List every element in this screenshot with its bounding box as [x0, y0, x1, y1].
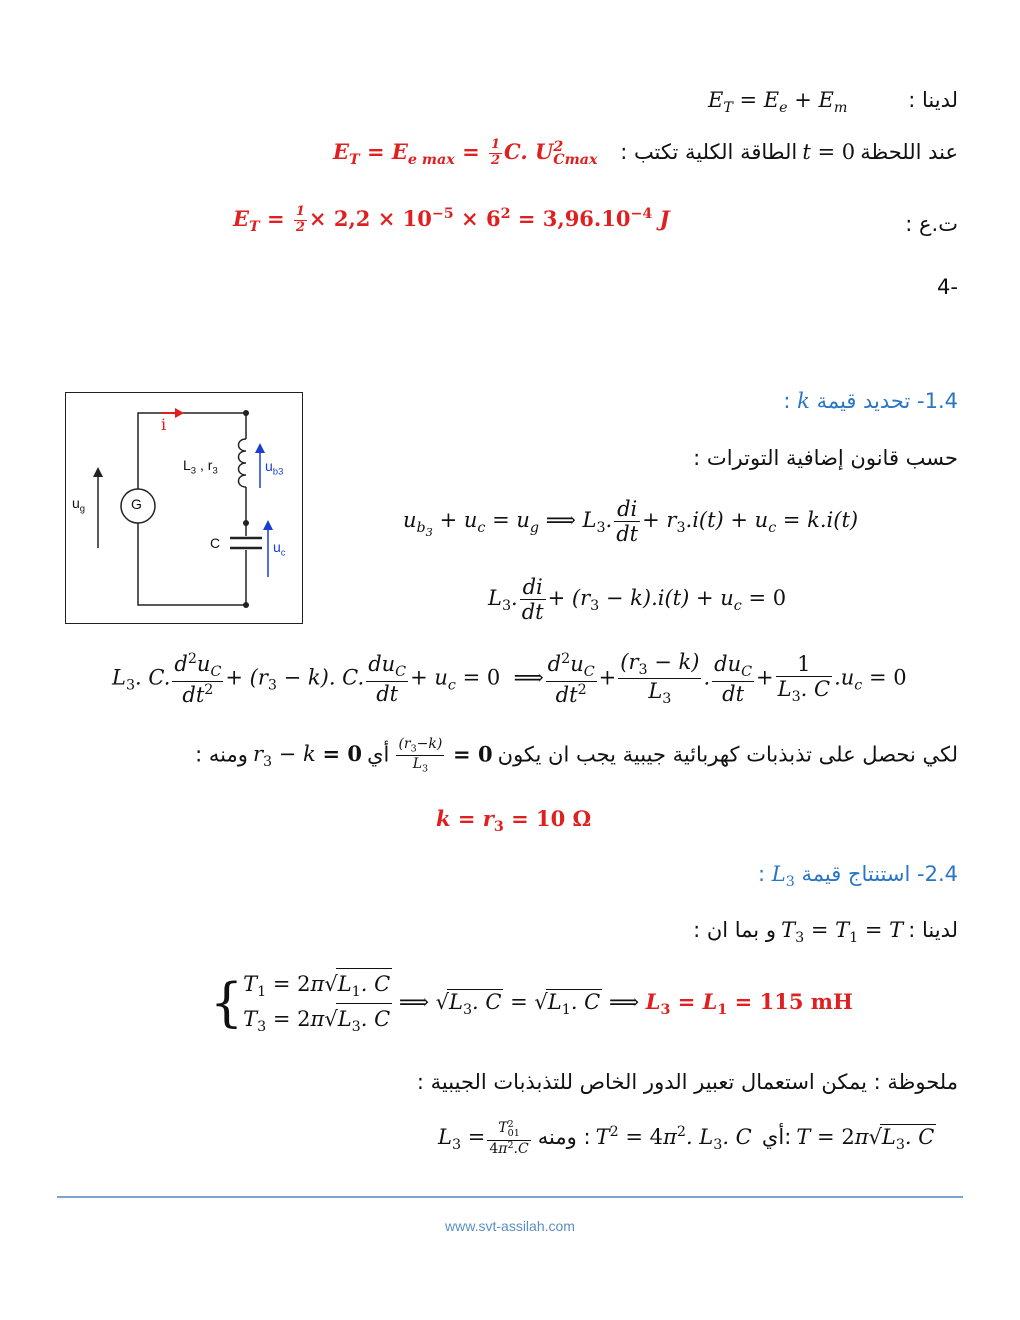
voltage-law-text: حسب قانون إضافية التوترات : — [693, 446, 958, 470]
condition-line: لكي نحصل على تذبذبات كهربائية جيبية يجب ان يكون $\frac{(r_3-k)}{L_3}$ = 0 أي $r_3 - k = 0$ ومنه : — [195, 736, 958, 775]
k-result: $k = r_3 = 10$ Ω — [436, 806, 592, 835]
voltage-value: 6 — [485, 205, 501, 231]
energy-result: 3,96.10 — [542, 205, 631, 231]
given-label-1: لدينا : — [908, 88, 958, 112]
footer-url[interactable]: www.svt-assilah.com — [445, 1218, 575, 1234]
equation-3: $L_3$. C. $\frac{d^2u_C}{dt^2}$ + $(r_3 - k)$. C. $\frac{du_C}{dt}$ + $u_c = 0$ ⟹ $\frac{d^2u_C}{dt^2}$ + $\frac{(r_3 - k)}{L_3}$ . $\frac{du_C}{dt}$ + $\frac{1}{L_3. C}$ $.u_c = 0$ — [112, 650, 907, 708]
capacitance-value: 2,2 — [333, 205, 371, 231]
energy-unit: J — [659, 205, 670, 231]
total-energy-label: الطاقة الكلية تكتب : — [620, 140, 798, 164]
given-periods-line: لدينا : $T_3 = T_1 = T$ و بما ان : — [693, 918, 958, 946]
ub-arrow-icon — [255, 443, 265, 453]
initial-energy-line: عند اللحظة t = 0 الطاقة الكلية تكتب : — [620, 140, 958, 164]
equation-2: $L_3$. $\frac{di}{dt}$ + $(r_3 - k).i(t) + u_c = 0$ — [488, 575, 787, 625]
period-system: { $T_1 = 2\pi√L_1$. C $T_3 = 2\pi√L_3$. C ⟹ $√L_3$. $C = √L_1$. C ⟹ $L_3 = L_1 = 115$ mH — [210, 968, 853, 1039]
last-formula-line: $L_3$ = $\frac{T^2_{01}}{4\pi^2.C}$ ومنه : $T^2 = 4\pi^2$. $L_3$. C أي: $T = 2\pi√L_3$. C — [438, 1119, 935, 1157]
energy-exponent: −4 — [630, 206, 653, 223]
ub-label: $u_{b3}$ — [265, 458, 284, 478]
note-text: ملحوظة : يمكن استعمال تعبير الدور الخاص للتذبذبات الجيبية : — [416, 1070, 958, 1094]
condition-text: لكي نحصل على تذبذبات كهربائية جيبية يجب ان يكون — [497, 742, 958, 767]
ug-label: $u_g$ — [72, 495, 86, 515]
section-1-4-heading: 1.4- تحديد قيمة k : — [783, 389, 958, 413]
question-4: -4 — [937, 275, 958, 299]
energy-max-formula: $E_T = E_{e max}$ = $\frac{1}{2}$ C. $U^2_{Cmax}$ — [333, 137, 598, 168]
ug-arrow-icon — [93, 467, 103, 477]
numeric-label: ت.ع : — [905, 212, 958, 236]
uc-label: $u_c$ — [273, 539, 286, 559]
rlc-circuit-diagram — [65, 392, 303, 624]
l3-value: 115 mH — [759, 988, 853, 1014]
footer-divider — [57, 1196, 963, 1198]
equation-1: $u_{b_3} + u_c = u_g$ ⟹ $L_3$. $\frac{di}{dt}$ + $r_3.i(t) + u_c = k.i(t)$ — [403, 497, 859, 547]
generator-label: G — [131, 496, 142, 512]
energy-numeric: $E_T$ = $\frac{1}{2}$ × $2,2 \times 10^{-5} \times 6^2 = 3,96.10^{-4}$ J — [233, 204, 670, 235]
section-2-4-heading: 2.4- استنتاج قيمة $L_3$ : — [757, 862, 958, 890]
circuit-svg — [66, 393, 302, 623]
current-arrow-icon — [175, 408, 184, 418]
current-label: i — [161, 415, 167, 434]
uc-arrow-icon — [263, 520, 273, 530]
capacitor-label: C — [210, 535, 221, 551]
coil-label: $L_3$ , $r_3$ — [183, 457, 218, 477]
energy-sum-formula: $E_T = E_e + E_m$ — [708, 88, 848, 116]
initial-label: عند اللحظة — [860, 140, 958, 164]
